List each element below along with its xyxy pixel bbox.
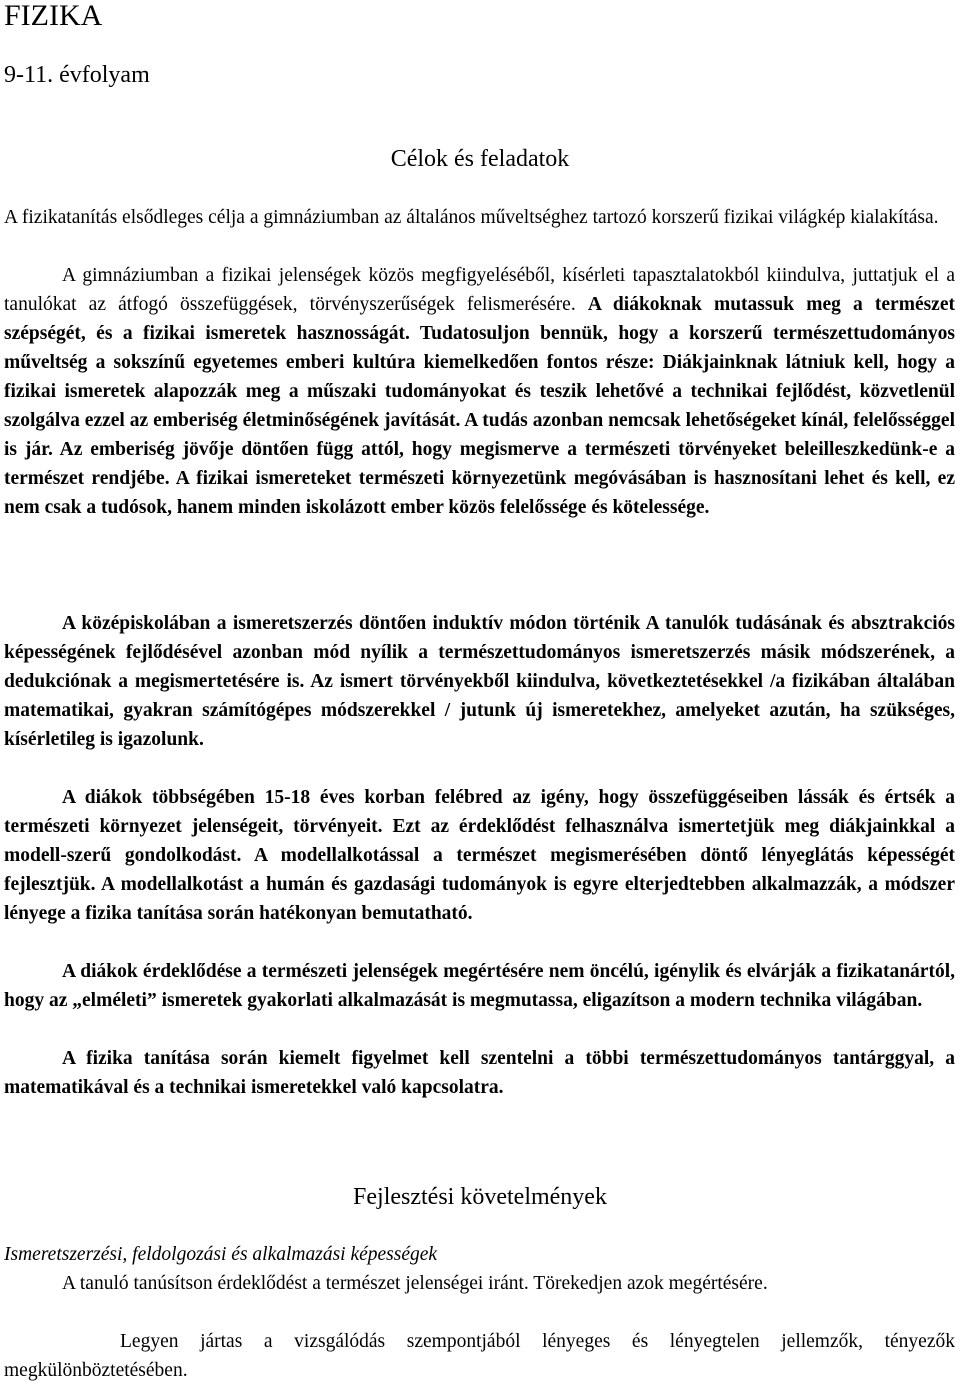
paragraph-applications: A diákok érdeklődése a természeti jelenségek megértésére nem öncélú, igénylik és elvárják a fizikatanártól, hogy az „elméleti” ismeretek gyakorlati alkalmazását is megmutassa, eligazítson a modern technika világában. [4,961,955,1011]
paragraph-connections: A fizika tanítása során kiemelt figyelmet kell szentelni a többi természettudományos tantárggyal, a matematikával és a technikai ismeretekkel való kapcsolatra. [4,1048,955,1098]
section-heading-requirements: Fejlesztési követelmények [353,1184,607,1210]
paragraph-induction: A középiskolában a ismeretszerzés döntően induktív módon történik A tanulók tudásának és absztrakciós képességének fejlődésével azonban mód nyílik a természettudományos ismeretszerzés másik módszerének, a dedukciónak a megismertetésére is. Az ismert törvényekből kiindulva, következtetésekkel /a fizikában általában matematikai, gyakran számítógépes módszerekkel / jutunk új ismeretekhez, amelyeket azután, ha szükséges, kísérletileg is igazolunk. [4,613,955,750]
grade-level: 9-11. évfolyam [4,62,150,88]
paragraph-intro: A fizikatanítás elsődleges célja a gimnáziumban az általános műveltséghez tartozó korszerű fizikai világkép kialakítása. [4,207,939,228]
document-title: FIZIKA [4,0,103,32]
paragraph-goals [4,261,955,522]
paragraph-models: A diákok többségében 15-18 éves korban felébred az igény, hogy összefüggéseiben lássák és értsék a természeti környezet jelenségeit, törvényeit. Ezt az érdeklődést felhasználva ismertetjük meg diákjainkkal a modell-szerű gondolkodást. A modellalkotással a természet megismerésében döntő lényeglátás képességét fejlesztjük. A modellalkotást a humán és gazdasági tudományok is egyre elterjedtebben alkalmazzák, a módszer lényege a fizika tanítása során hatékonyan bemutatható. [4,787,955,924]
paragraph-interest: A tanuló tanúsítson érdeklődést a természet jelenségei iránt. Törekedjen azok megértésére. [62,1273,768,1294]
paragraph-goals-normal: A gimnáziumban a fizikai jelenségek közös megfigyeléséből, kísérleti tapasztalatokból kiindulva, juttatjuk el a tanulókat az átfogó összefüggések, törvényszerűségek felismerésére. [4,265,955,315]
section-heading-goals: Célok és feladatok [390,146,570,172]
subheading-skills: Ismeretszerzési, feldolgozási és alkalmazási képességek [4,1244,438,1265]
paragraph-goals-bold: A diákoknak mutassuk meg a természet szépségét, és a fizikai ismeretek hasznosságát. Tudatosuljon bennük, hogy a korszerű természettudományos műveltség a sokszínű egyetemes emberi kultúra kiemelkedően fontos része: Diákjainknak látniuk kell, hogy a fizikai ismeretek alapozzák meg a műszaki tudományokat és teszik lehetővé a technikai fejlődést, közvetlenül szolgálva ezzel az emberiség életminőségének javítását. A tudás azonban nemcsak lehetőségeket kínál, felelősséggel is jár. Az emberiség jövője döntően függ attól, hogy megismerve a természeti törvényeket beleilleszkedünk-e a természet rendjébe. A fizikai ismereteket természeti környezetünk megóvásában is hasznosítani lehet és kell, ez nem csak a tudósok, hanem minden iskolázott ember közös felelőssége és kötelessége. [4,294,955,518]
paragraph-distinguish: Legyen jártas a vizsgálódás szempontjából lényeges és lényegtelen jellemzők, tényezők megkülönböztetésében. [4,1331,955,1381]
